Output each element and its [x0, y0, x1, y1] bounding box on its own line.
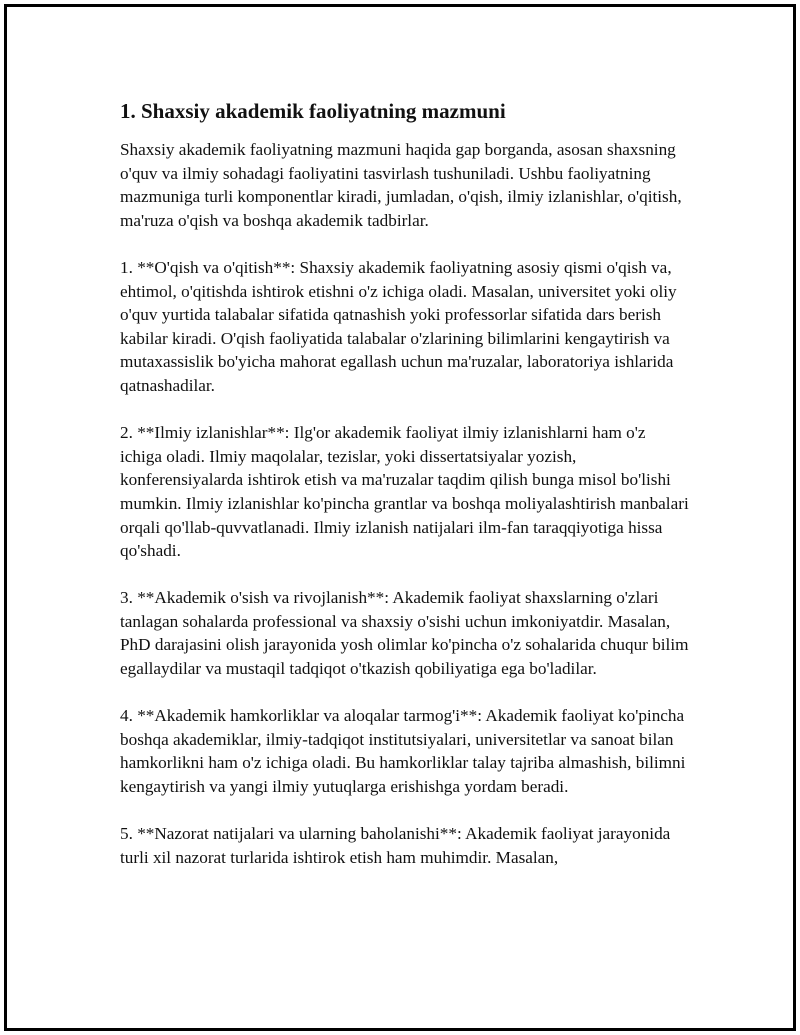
section-heading: 1. Shaxsiy akademik faoliyatning mazmuni — [120, 99, 506, 123]
paragraph-academic-collaborations: 4. **Akademik hamkorliklar va aloqalar tarmog'i**: Akademik faoliyat ko'pincha boshqa akademiklar, ilmiy-tadqiqot institutsiyalari, universitetlar va sanoat bilan hamkorlikni ham o'z ichiga oladi. Bu hamkorliklar talay tajriba almashish, bilimni kengaytirish va yangi ilmiy yutuqlarga erishishga yordam beradi. — [120, 706, 686, 797]
paragraph-scientific-research: 2. **Ilmiy izlanishlar**: Ilg'or akademik faoliyat ilmiy izlanishlarni ham o'z ichiga oladi. Ilmiy maqolalar, tezislar, yoki dissertatsiyalar yozish, konferensiyalarda ishtirok etish va ma'ruzalar taqdim qilish bunga misol bo'lishi mumkin. Ilmiy izlanishlar ko'pincha grantlar va boshqa moliyalashtirish manbalari orqali qo'llab-quvvatlanadi. Ilmiy izlanish natijalari ilm-fan taraqqiyotiga hissa qo'shadi. — [120, 423, 689, 561]
intro-paragraph: Shaxsiy akademik faoliyatning mazmuni haqida gap borganda, asosan shaxsning o'quv va ilmiy sohadagi faoliyatini tasvirlash tushuniladi. Ushbu faoliyatning mazmuniga turli komponentlar kiradi, jumladan, o'qish, ilmiy izlanishlar, o'qitish, ma'ruza o'qish va boshqa akademik tadbirlar. — [120, 140, 682, 230]
document-body — [120, 98, 690, 893]
paragraph-assessment-results: 5. **Nazorat natijalari va ularning baholanishi**: Akademik faoliyat jarayonida turli xil nazorat turlarida ishtirok etish ham muhimdir. Masalan, — [120, 824, 671, 867]
paragraph-academic-growth: 3. **Akademik o'sish va rivojlanish**: Akademik faoliyat shaxslarning o'zlari tanlagan sohalarda professional va shaxsiy o'sishi uchun imkoniyatdir. Masalan, PhD darajasini olish jarayonida yosh olimlar ko'pincha o'z sohalarida chuqur bilim egallaydilar va mustaqil tadqiqot o'tkazish qobiliyatiga ega bo'ladilar. — [120, 588, 689, 679]
paragraph-reading-teaching: 1. **O'qish va o'qitish**: Shaxsiy akademik faoliyatning asosiy qismi o'qish va, ehtimol, o'qitishda ishtirok etishni o'z ichiga oladi. Masalan, universitet yoki oliy o'quv yurtida talabalar sifatida qatnashish yoki professorlar sifatida dars berish kabilar kiradi. O'qish faoliyatida talabalar o'zlarining bilimlarini kengaytirish va mutaxassislik bo'yicha mahorat egallash uchun ma'ruzalar, laboratoriya ishlarida qatnashadilar. — [120, 257, 677, 395]
page-frame — [4, 4, 796, 1031]
